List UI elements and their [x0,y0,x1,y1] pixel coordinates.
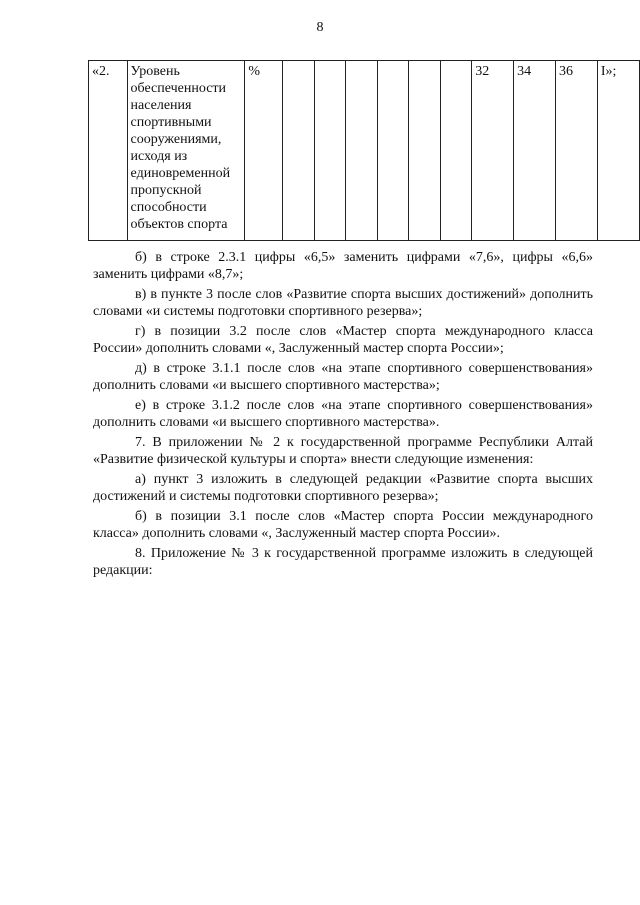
paragraph: а) пункт 3 изложить в следующей редакции «Развитие спорта высших достижений и системы подготовки спортивного резерва»; [93,472,593,504]
value-cell: 32 [472,61,514,241]
paragraph: б) в строке 2.3.1 цифры «6,5» заменить цифрами «7,6», цифры «6,6» заменить цифрами «8,7»; [93,250,593,282]
unit-cell: % [245,61,283,241]
value-cell: I»; [597,61,639,241]
paragraph: г) в позиции 3.2 после слов «Мастер спорта международного класса России» дополнить словами «, Заслуженный мастер спорта России»; [93,324,593,356]
body-text [93,249,593,579]
paragraph: 7. В приложении № 2 к государственной программе Республики Алтай «Развитие физической культуры и спорта» внести следующие изменения: [93,435,593,467]
empty-cell [377,61,408,241]
indicator-table [88,60,640,241]
row-number-cell: «2. [89,61,128,241]
indicator-name-cell: Уровень обеспеченности населения спортивными сооружениями, исходя из единовременной пропускной способности объектов спорта [127,61,245,241]
value-cell: 34 [514,61,556,241]
value-cell: 36 [556,61,598,241]
paragraph: д) в строке 3.1.1 после слов «на этапе спортивного совершенствования» дополнить словами «и высшего спортивного мастерства»; [93,361,593,393]
empty-cell [440,61,471,241]
paragraph: 8. Приложение № 3 к государственной программе изложить в следующей редакции: [93,546,593,578]
empty-cell [346,61,377,241]
paragraph: в) в пункте 3 после слов «Развитие спорта высших достижений» дополнить словами «и системы подготовки спортивного резерва»; [93,287,593,319]
paragraph: е) в строке 3.1.2 после слов «на этапе спортивного совершенствования» дополнить словами «и высшего спортивного мастерства». [93,398,593,430]
empty-cell [409,61,440,241]
page-number: 8 [316,20,324,35]
table-row [89,61,640,241]
empty-cell [314,61,345,241]
empty-cell [283,61,314,241]
paragraph: б) в позиции 3.1 после слов «Мастер спорта России международного класса» дополнить словами «, Заслуженный мастер спорта России». [93,509,593,541]
